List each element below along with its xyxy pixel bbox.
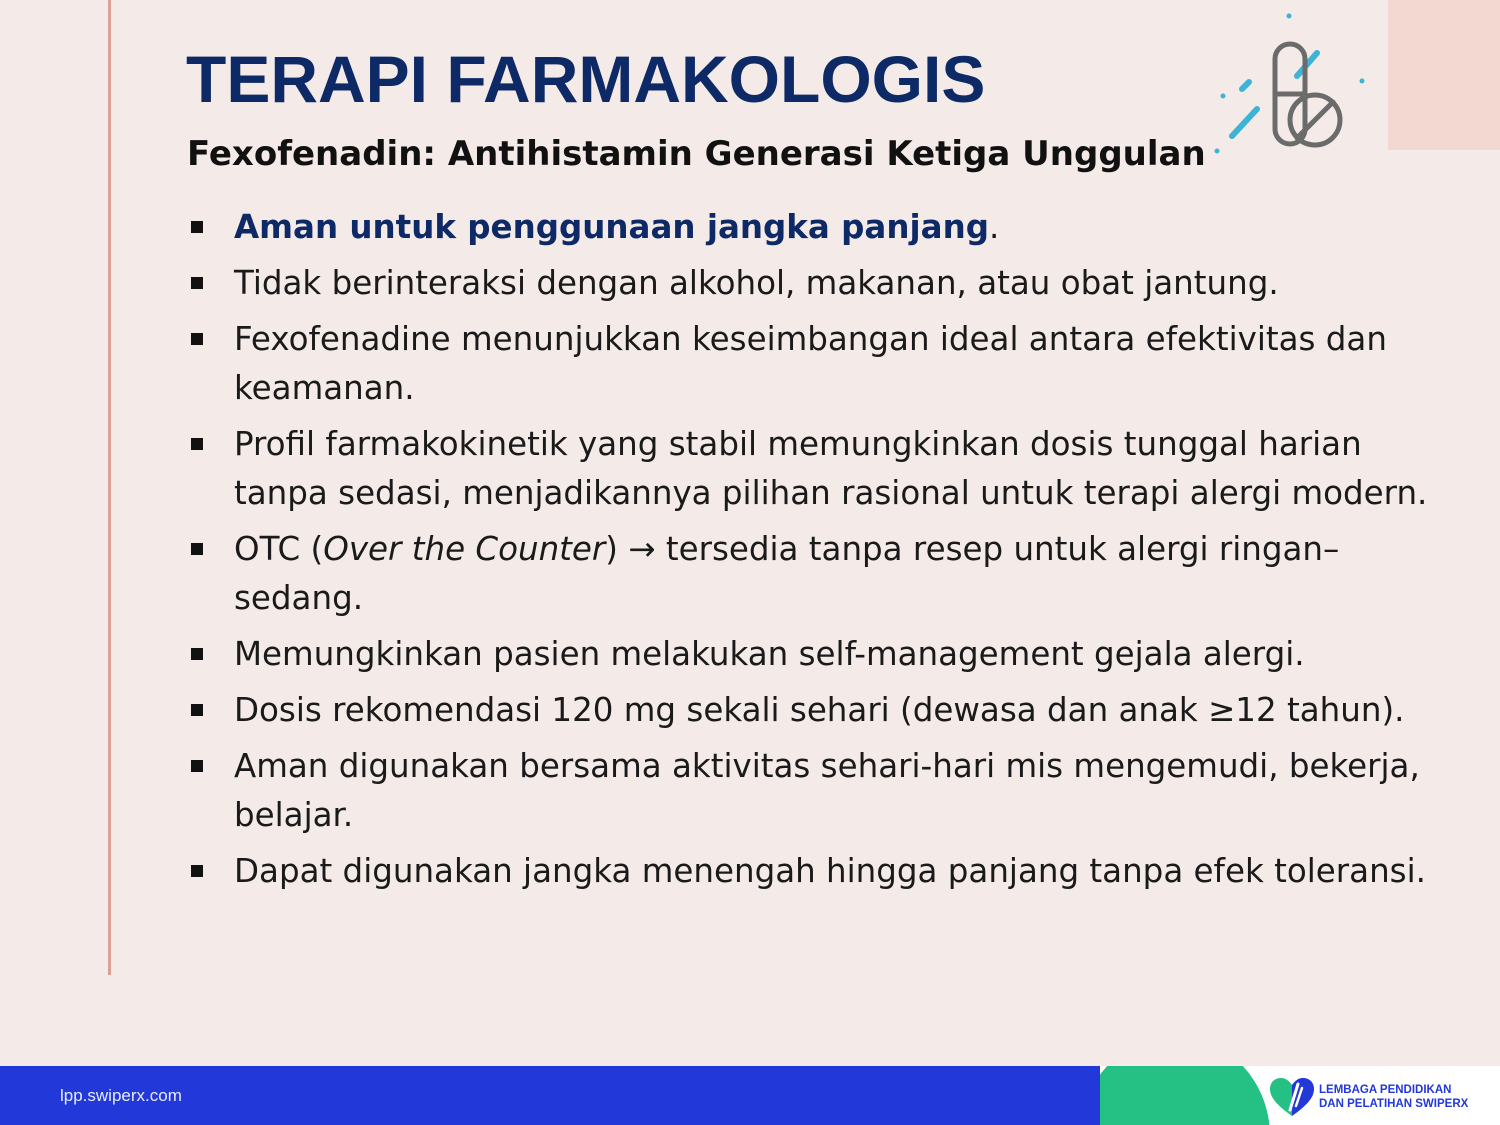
square-bullet-icon xyxy=(191,648,203,660)
bullet-text: Memungkinkan pasien melakukan self-management gejala alergi. xyxy=(234,635,1305,673)
bullet-text: . xyxy=(988,208,1000,246)
bullet-item-pharmacokinetics xyxy=(188,420,1438,518)
square-bullet-icon xyxy=(191,221,203,233)
bullet-item-no-interaction xyxy=(188,259,1438,308)
pill-capsule-icon xyxy=(1205,8,1380,168)
square-bullet-icon xyxy=(191,865,203,877)
bullet-emphasis: Aman untuk penggunaan jangka panjang xyxy=(234,208,989,246)
org-name-line-2: DAN PELATIHAN SWIPERX xyxy=(1319,1098,1469,1110)
square-bullet-icon xyxy=(191,543,203,555)
bullet-text: Profil farmakokinetik yang stabil memungkinkan dosis tunggal harian tanpa sedasi, menjadikannya pilihan rasional untuk terapi alergi modern. xyxy=(234,425,1428,512)
footer-bar xyxy=(0,1066,1500,1125)
square-bullet-icon xyxy=(191,438,203,450)
bullet-item-balance xyxy=(188,315,1438,413)
bullet-item-self-management xyxy=(188,630,1438,679)
square-bullet-icon xyxy=(191,277,203,289)
bullet-item-daily-activities xyxy=(188,742,1438,840)
bullet-text: Fexofenadine menunjukkan keseimbangan ideal antara efektivitas dan keamanan. xyxy=(234,320,1387,407)
bullet-item-no-tolerance xyxy=(188,847,1438,896)
square-bullet-icon xyxy=(191,704,203,716)
corner-accent-block xyxy=(1388,0,1500,150)
square-bullet-icon xyxy=(191,333,203,345)
bullet-text: OTC ( xyxy=(234,530,324,568)
bullet-text: Dosis rekomendasi 120 mg sekali sehari (dewasa dan anak ≥12 tahun). xyxy=(234,691,1405,729)
bullet-text: ) → tersedia tanpa resep untuk alergi ringan–sedang. xyxy=(234,530,1340,617)
swiperx-heart-logo-icon xyxy=(1268,1076,1316,1118)
slide-subtitle: Fexofenadin: Antihistamin Generasi Ketiga Unggulan xyxy=(187,134,1206,174)
bullet-text: Dapat digunakan jangka menengah hingga panjang tanpa efek toleransi. xyxy=(234,852,1426,890)
bullet-text: Tidak berinteraksi dengan alkohol, makanan, atau obat jantung. xyxy=(234,264,1279,302)
left-accent-rule xyxy=(108,0,111,975)
bullet-item-dosage xyxy=(188,686,1438,735)
bullet-item-long-term-safety xyxy=(188,203,1438,252)
square-bullet-icon xyxy=(191,760,203,772)
org-name-line-1: LEMBAGA PENDIDIKAN xyxy=(1319,1084,1452,1096)
bullet-text: Aman digunakan bersama aktivitas sehari-hari mis mengemudi, bekerja, belajar. xyxy=(234,747,1420,834)
footer-green-accent xyxy=(1080,1066,1270,1125)
bullet-item-otc xyxy=(188,525,1438,623)
slide-title: TERAPI FARMAKOLOGIS xyxy=(186,42,986,116)
org-logo-text xyxy=(1319,1083,1468,1111)
bullet-italic: Over the Counter xyxy=(323,530,606,568)
footer-url-link[interactable]: lpp.swiperx.com xyxy=(60,1086,182,1105)
bullet-list xyxy=(188,203,1438,903)
